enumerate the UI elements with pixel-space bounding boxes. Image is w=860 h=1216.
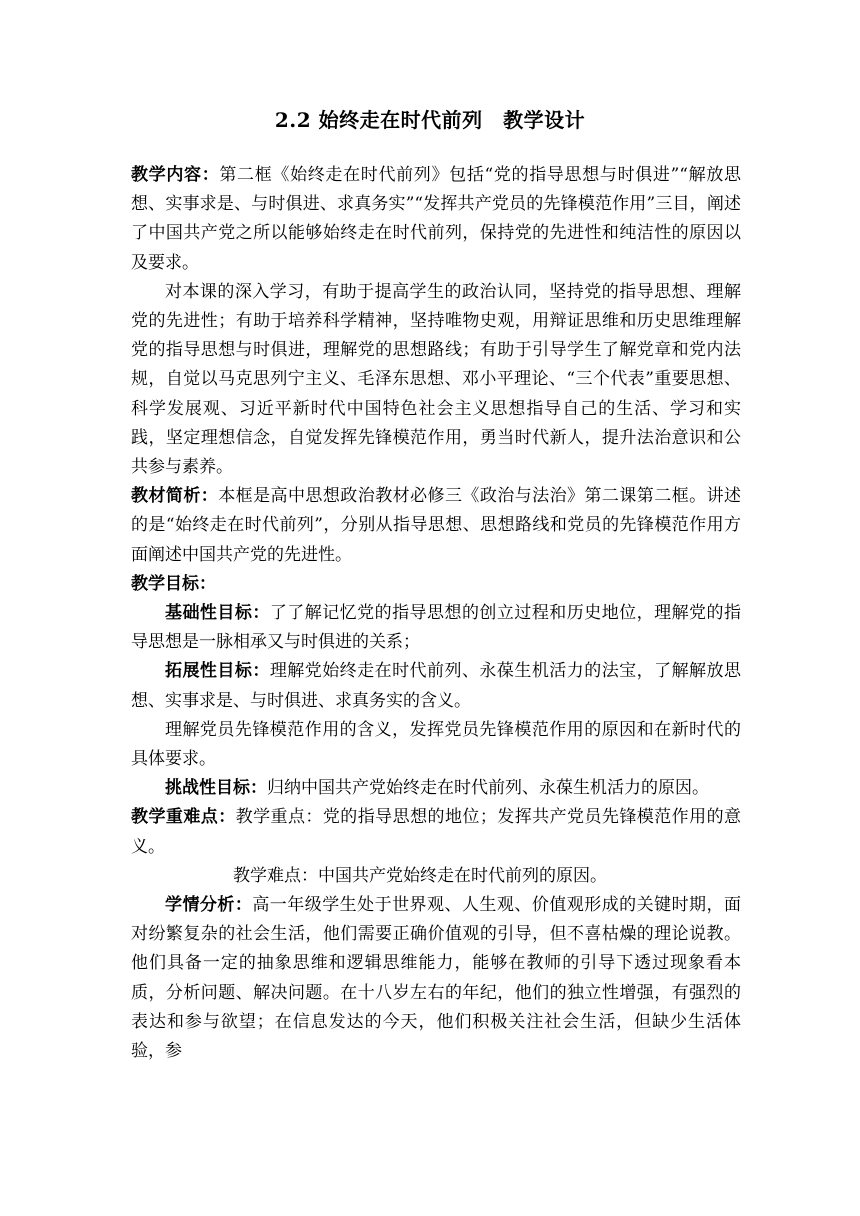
paragraph-basic-goal — [131, 599, 741, 657]
label-teaching-content: 教学内容： — [131, 165, 220, 185]
label-key-points: 教学重难点： — [131, 807, 236, 828]
label-textbook-analysis: 教材简析： — [131, 486, 219, 507]
text-basic-goal: 了了解记忆党的指导思想的创立过程和历史地位，理解党的指导思想是一脉相承又与时俱进的关系； — [131, 603, 741, 653]
text-teaching-content: 第二框《始终走在时代前列》包括“党的指导思想与时俱进”“解放思想、实事求是、与时俱进、求真务实”“发挥共产党员的先锋模范作用”三目，阐述了中国共产党之所以能够始终走在时代前列，保持党的先进性和纯洁性的原因以及要求。 — [131, 165, 741, 273]
paragraph-textbook-analysis — [131, 482, 741, 570]
label-extended-goal: 拓展性目标： — [165, 661, 270, 682]
paragraph-teaching-content — [131, 161, 741, 278]
document-body — [131, 161, 741, 1066]
text-key-points: 教学重点：党的指导思想的地位；发挥共产党员先锋模范作用的意义。 — [131, 807, 742, 857]
label-teaching-goals: 教学目标： — [131, 573, 216, 594]
text-extended-goal: 理解党始终走在时代前列、永葆生机活力的法宝，了解解放思想、实事求是、与时俱进、求真务实的含义。 — [131, 661, 741, 711]
paragraph-student-analysis — [131, 891, 741, 1066]
text-difficulty: 教学难点：中国共产党始终走在时代前列的原因。 — [233, 865, 607, 886]
text-textbook-analysis: 本框是高中思想政治教材必修三《政治与法治》第二课第二框。讲述的是“始终走在时代前列”，分别从指导思想、思想路线和党员的先锋模范作用方面阐述中国共产党的先进性。 — [131, 486, 742, 565]
paragraph-difficulty — [131, 862, 741, 891]
label-student-analysis: 学情分析： — [165, 895, 253, 916]
text-extended-goal-2: 理解党员先锋模范作用的含义，发挥党员先锋模范作用的原因和在新时代的具体要求。 — [131, 719, 741, 770]
paragraph-extended-goal — [131, 657, 741, 715]
paragraph-learning-significance — [131, 278, 741, 482]
paragraph-key-points — [131, 803, 741, 861]
text-challenge-goal: 归纳中国共产党始终走在时代前列、永葆生机活力的原因。 — [267, 778, 709, 799]
label-challenge-goal: 挑战性目标： — [165, 778, 267, 799]
label-basic-goal: 基础性目标： — [165, 603, 270, 624]
paragraph-challenge-goal — [131, 774, 741, 803]
text-student-analysis: 高一年级学生处于世界观、人生观、价值观形成的关键时期，面对纷繁复杂的社会生活，他们需要正确价值观的引导，但不喜枯燥的理论说教。他们具备一定的抽象思维和逻辑思维能力，能够在教师的引导下透过现象看本质，分析问题、解决问题。在十八岁左右的年纪，他们的独立性增强，有强烈的表达和参与欲望；在信息发达的今天，他们积极关注社会生活，但缺少生活体验，参 — [131, 895, 741, 1062]
text-learning-significance: 对本课的深入学习，有助于提高学生的政治认同，坚持党的指导思想、理解党的先进性；有助于培养科学精神，坚持唯物史观，用辩证思维和历史思维理解党的指导思想与时俱进，理解党的思想路线；有助于引导学生了解党章和党内法规，自觉以马克思列宁主义、毛泽东思想、邓小平理论、“三个代表”重要思想、科学发展观、习近平新时代中国特色社会主义思想指导自己的生活、学习和实践，坚定理想信念，自觉发挥先锋模范作用，勇当时代新人，提升法治意识和公共参与素养。 — [131, 281, 741, 478]
paragraph-teaching-goals — [131, 570, 741, 599]
document-title: 2.2 始终走在时代前列 教学设计 — [274, 108, 586, 132]
paragraph-extended-goal-2 — [131, 716, 741, 774]
